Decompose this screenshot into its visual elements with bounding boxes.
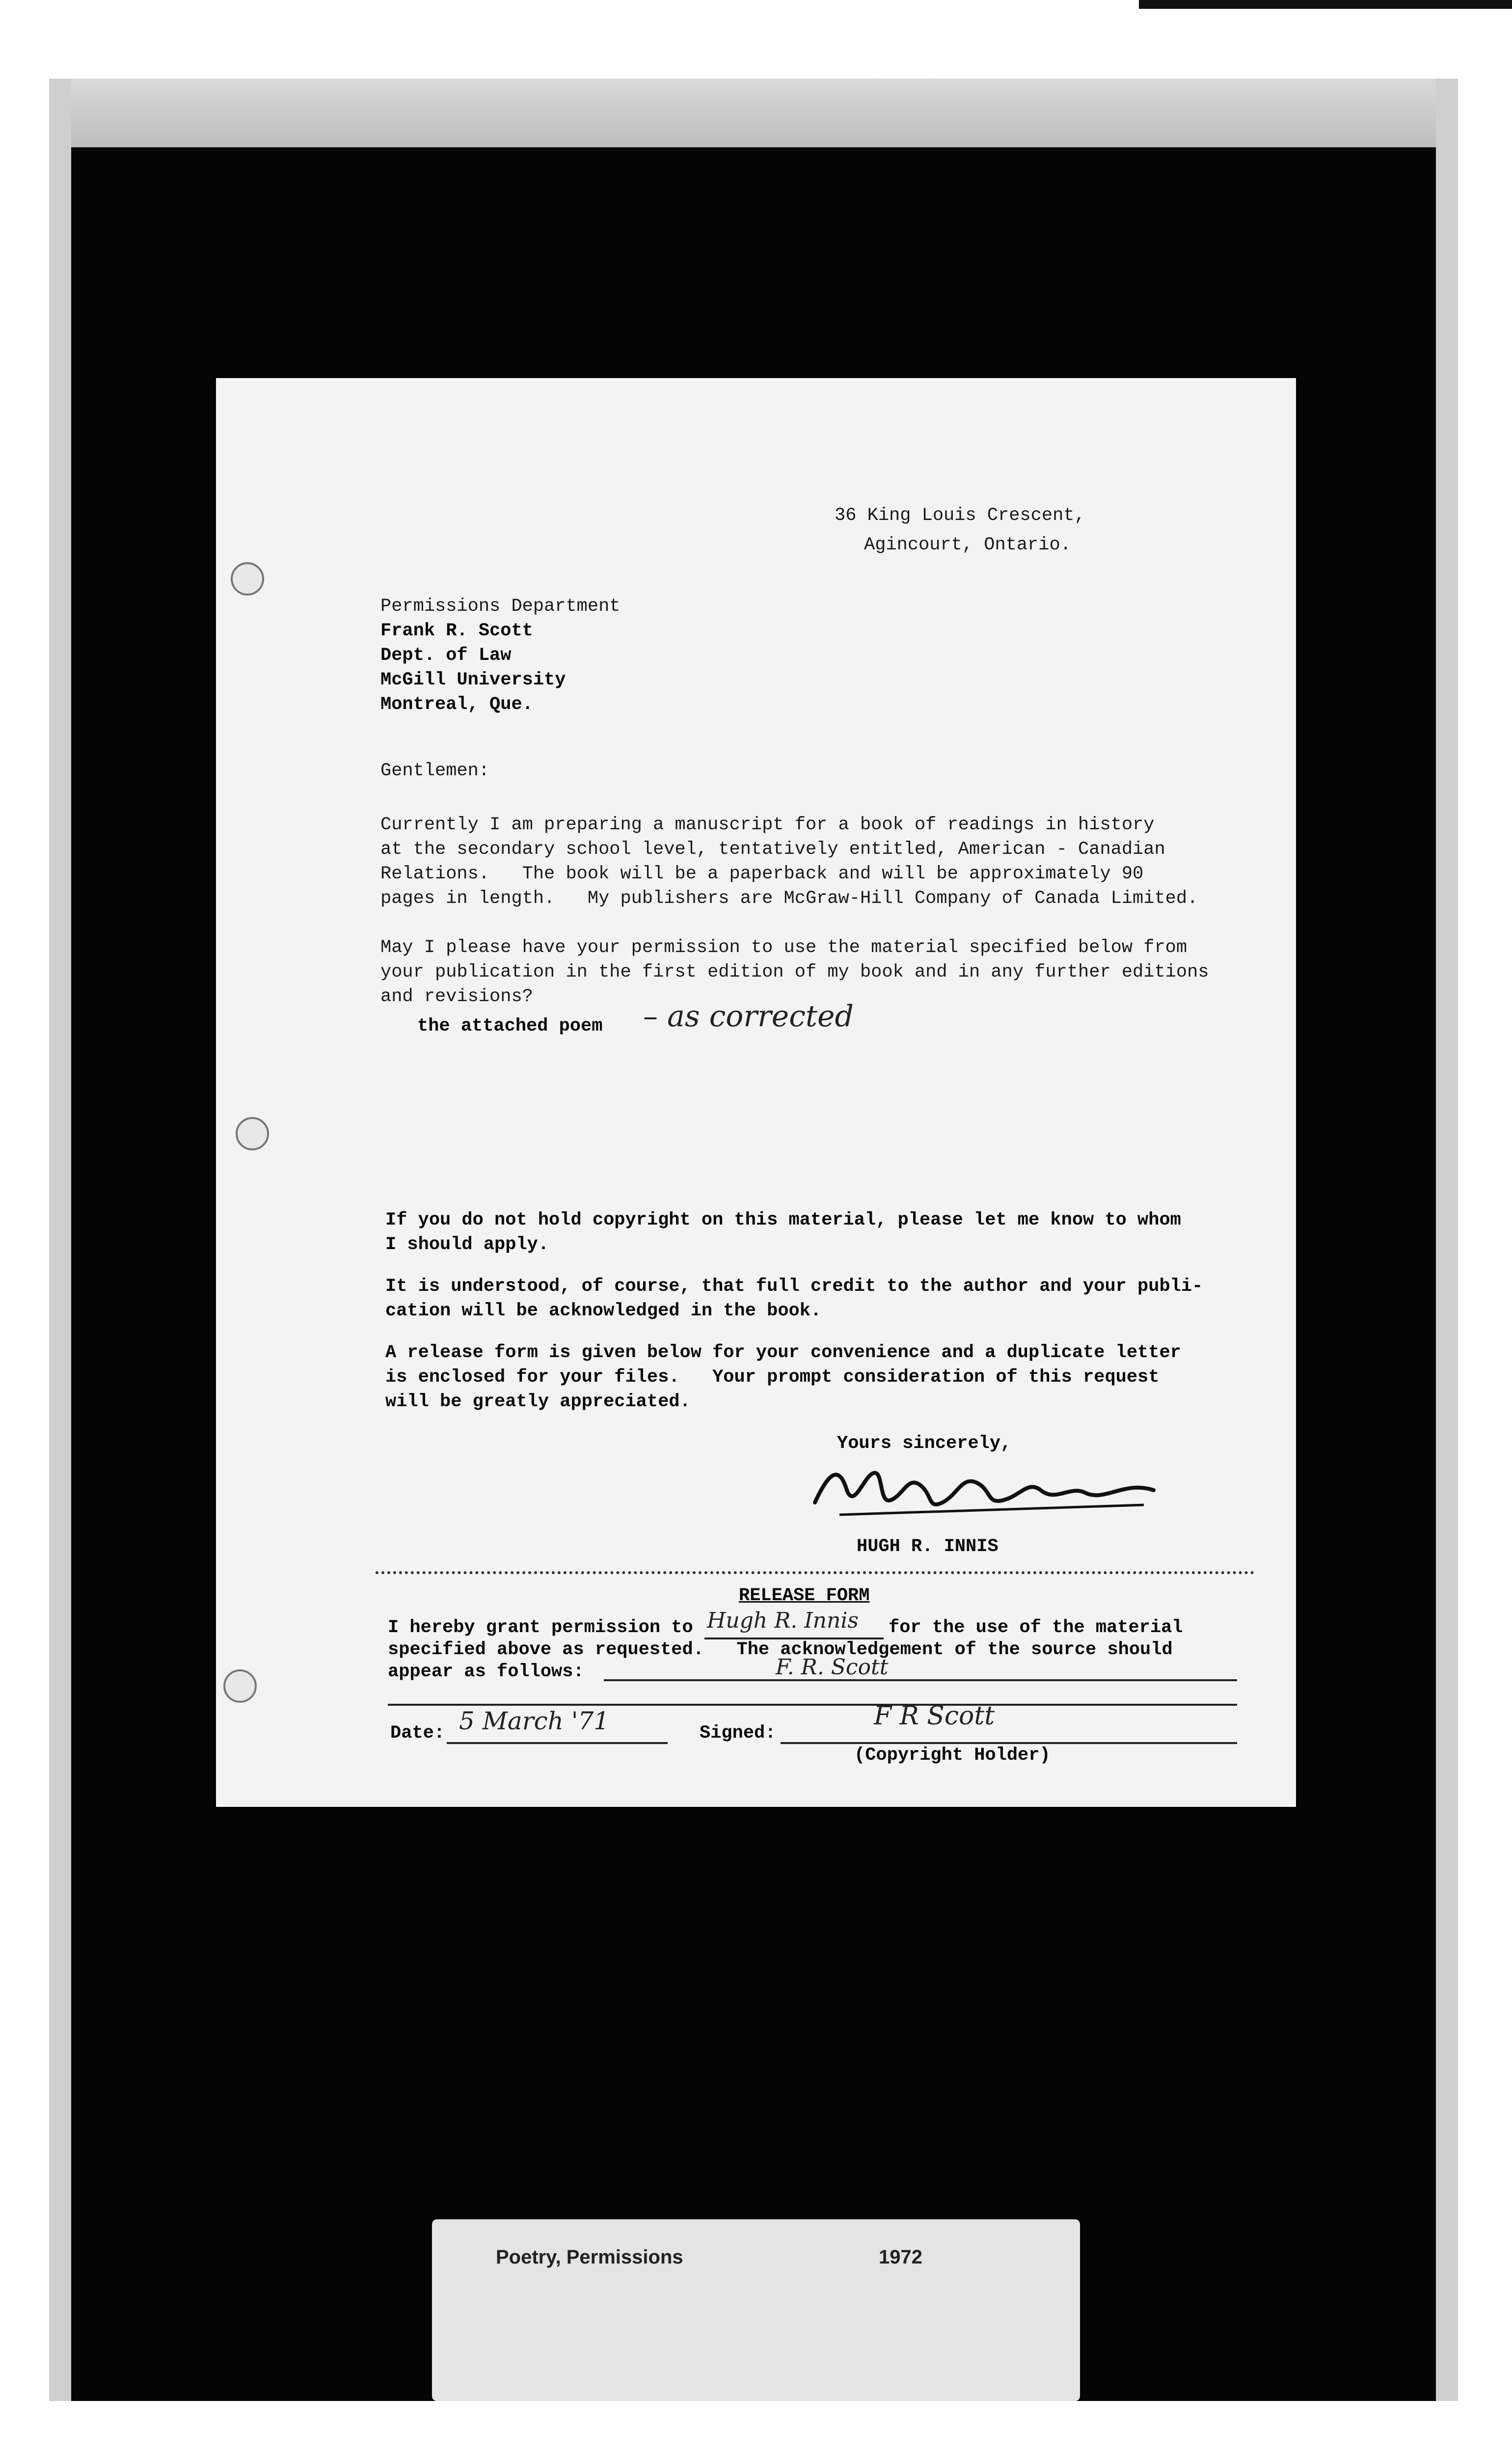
address-line-2: Agincourt, Ontario.	[864, 535, 1071, 555]
para1-line-4: pages in length. My publishers are McGraw-Hill Company of Canada Limited.	[380, 888, 1198, 909]
film-left-edge	[49, 79, 71, 2401]
folder-subject: Poetry, Permissions	[496, 2246, 683, 2268]
letter-page	[216, 378, 1296, 1807]
para5-line-3: will be greatly appreciated.	[385, 1391, 691, 1412]
para4-line-1: It is understood, of course, that full credit to the author and your publi-	[385, 1276, 1203, 1297]
punch-hole-top	[231, 562, 264, 596]
para4-line-2: cation will be acknowledged in the book.	[385, 1301, 822, 1321]
recipient-line-4: McGill University	[380, 670, 566, 690]
recipient-line-2: Frank R. Scott	[380, 621, 533, 641]
film-right-edge	[1436, 79, 1458, 2401]
para2-line-3: and revisions?	[380, 986, 533, 1007]
form-separator	[376, 1571, 1254, 1574]
sender-name: HUGH R. INNIS	[857, 1536, 999, 1557]
sender-signature	[810, 1456, 1163, 1525]
para5-line-2: is enclosed for your files. Your prompt consideration of this request	[385, 1367, 1160, 1388]
recipient-line-1: Permissions Department	[380, 596, 621, 617]
recipient-line-3: Dept. of Law	[380, 645, 512, 666]
acknowledgement-handwritten: F. R. Scott	[776, 1655, 889, 1680]
folder-label-card	[432, 2219, 1080, 2401]
signed-label: Signed:	[700, 1723, 776, 1744]
para2-line-1: May I please have your permission to use the material specified below from	[380, 937, 1188, 958]
folder-year: 1972	[879, 2246, 922, 2268]
film-edge-marks	[1139, 0, 1512, 9]
requested-material: the attached poem	[417, 1016, 603, 1037]
copyright-holder-label: (Copyright Holder)	[854, 1745, 1051, 1766]
release-form-title: RELEASE FORM	[739, 1585, 870, 1606]
material-handwritten-note: – as corrected	[643, 999, 854, 1034]
para2-line-2: your publication in the first edition of my book and in any further editions	[380, 962, 1209, 982]
acknowledgement-line-2	[388, 1704, 1237, 1706]
para1-line-3: Relations. The book will be a paperback and will be approximately 90	[380, 864, 1144, 884]
release-line-1-prefix: I hereby grant permission to	[388, 1617, 693, 1638]
punch-hole-bottom	[223, 1669, 257, 1703]
acknowledgement-line-1	[604, 1679, 1237, 1681]
closing: Yours sincerely,	[837, 1433, 1012, 1454]
para5-line-1: A release form is given below for your convenience and a duplicate letter	[385, 1342, 1181, 1363]
release-line-2: specified above as requested. The acknowledgement of the source should	[388, 1639, 1173, 1660]
recipient-line-5: Montreal, Que.	[380, 694, 533, 715]
para1-line-2: at the secondary school level, tentatively entitled, American - Canadian	[380, 839, 1165, 860]
date-line	[447, 1742, 668, 1744]
date-label: Date:	[390, 1723, 445, 1744]
para1-line-1: Currently I am preparing a manuscript for a book of readings in history	[380, 815, 1155, 835]
para3-line-2: I should apply.	[385, 1234, 549, 1255]
date-handwritten: 5 March '71	[459, 1707, 610, 1735]
salutation: Gentlemen:	[380, 761, 490, 781]
release-line-3: appear as follows:	[388, 1662, 584, 1682]
release-line-1-suffix: for the use of the material	[889, 1617, 1183, 1638]
address-line-1: 36 King Louis Crescent,	[835, 505, 1085, 526]
grantee-handwritten: Hugh R. Innis	[707, 1608, 859, 1633]
para3-line-1: If you do not hold copyright on this material, please let me know to whom	[385, 1210, 1181, 1230]
copyright-holder-signature: F R Scott	[874, 1701, 995, 1731]
film-top-strip	[49, 79, 1458, 147]
punch-hole-middle	[236, 1117, 269, 1150]
